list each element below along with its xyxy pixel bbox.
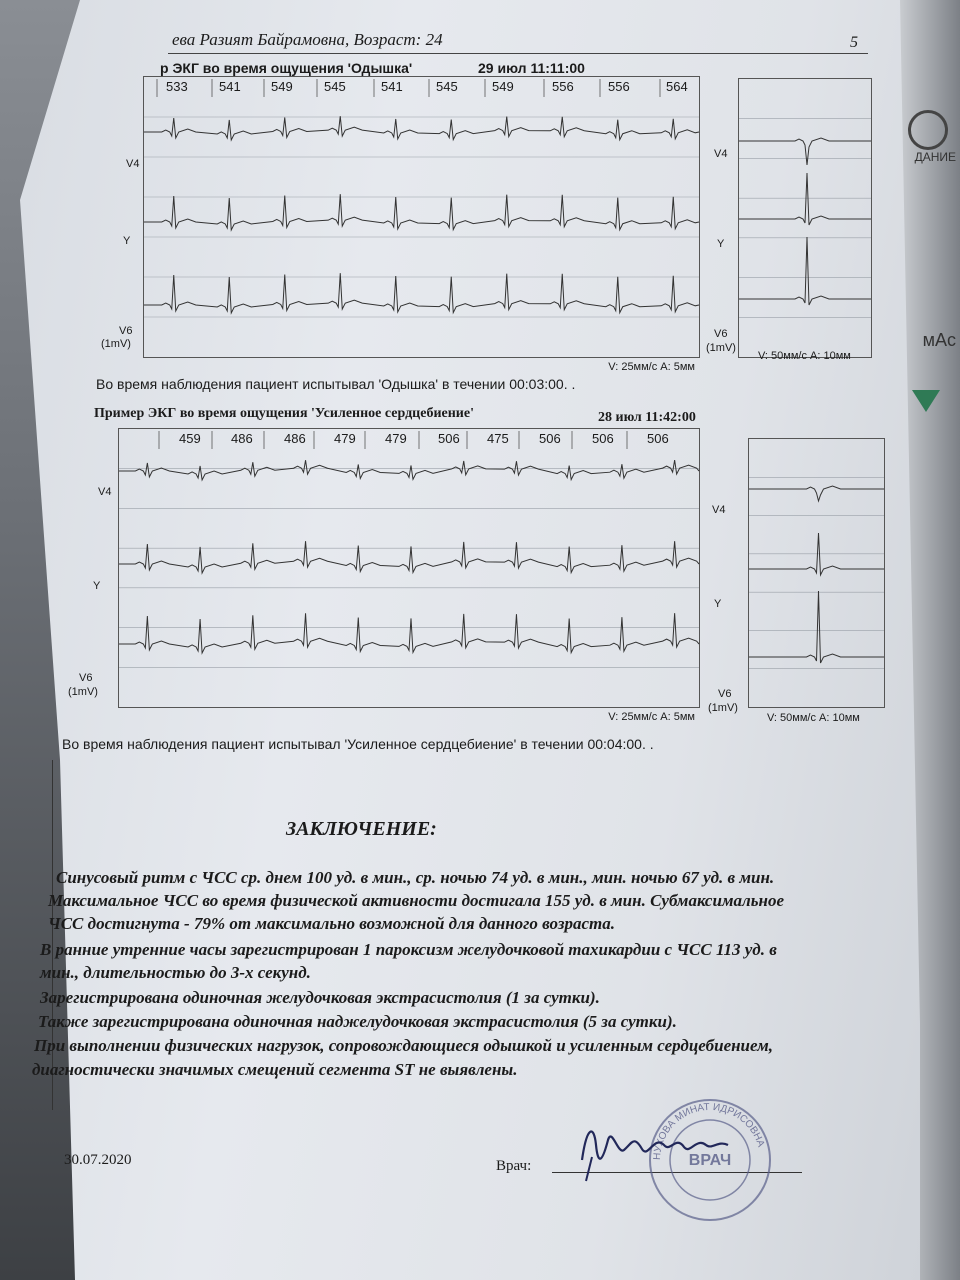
doctor-signature <box>572 1115 772 1185</box>
rr-value: 506 <box>592 431 614 446</box>
ecg2-zoom-calibration: (1mV) <box>708 702 738 714</box>
rr-value: 545 <box>324 79 346 94</box>
ecg2-speed-zoom: V: 50мм/с А: 10мм <box>767 712 860 724</box>
ecg2-lead-label: V4 <box>98 486 112 498</box>
ecg2-zoom-trace-v4 <box>749 486 884 501</box>
conclusion-line: Максимальное ЧСС во время физической активности достигала 155 уд. в мин. Субмаксимальное <box>48 891 785 910</box>
ecg2-zoom-lead-label: V4 <box>712 504 726 516</box>
conclusion-line: При выполнении физических нагрузок, сопровождающиеся одышкой и усиленным сердцебиением, <box>34 1036 774 1055</box>
ecg1-zoom-trace-y <box>739 173 871 225</box>
ecg2-zoom-panel <box>748 438 885 708</box>
ecg2-title: Пример ЭКГ во время ощущения 'Усиленное сердцебиение' <box>94 406 474 421</box>
rr-value: 564 <box>666 79 688 94</box>
ecg2-main-panel <box>118 428 700 723</box>
rr-value: 475 <box>487 431 509 446</box>
rr-value: 506 <box>539 431 561 446</box>
doctor-label: Врач: <box>496 1158 532 1174</box>
rr-value: 506 <box>438 431 460 446</box>
ecg2-lead-label: V6 <box>79 672 93 684</box>
ecg2-zoom-lead-label: Y <box>714 598 722 610</box>
rr-value: 506 <box>647 431 669 446</box>
ecg2-lead-label: Y <box>93 580 101 592</box>
ecg2-zoom-traces <box>749 439 884 707</box>
svg-text:НУХОВА МИНАТ ИДРИСОВНА: НУХОВА МИНАТ ИДРИСОВНА <box>651 1101 767 1161</box>
rr-value: 541 <box>219 79 241 94</box>
ecg2-calibration: (1mV) <box>68 686 98 698</box>
ecg2-traces <box>119 429 699 707</box>
rr-value: 533 <box>166 79 188 94</box>
ecg1-zoom-trace-v4 <box>739 138 871 165</box>
rr-value: 556 <box>608 79 630 94</box>
device-power-icon <box>908 110 948 150</box>
svg-text:ВРАЧ: ВРАЧ <box>688 1152 732 1169</box>
ecg1-trace-y <box>144 194 699 230</box>
rr-value: 549 <box>492 79 514 94</box>
rr-value: 479 <box>334 431 356 446</box>
ecg1-calibration: (1mV) <box>101 338 131 350</box>
ecg1-zoom-traces <box>739 79 871 357</box>
device-triangle-icon <box>912 390 940 412</box>
ecg2-trace-y <box>119 541 699 573</box>
ecg1-lead-label: V4 <box>126 158 140 170</box>
ecg1-main-panel <box>143 76 700 373</box>
patient-line: ева Разият Байрамовна, Возраст: 24 <box>172 30 443 49</box>
conclusion-line: Синусовый ритм с ЧСС ср. днем 100 уд. в мин., ср. ночью 74 уд. в мин., мин. ночью 67 уд. в мин. <box>56 868 775 887</box>
ecg1-traces <box>144 77 699 357</box>
header-rule <box>168 53 868 54</box>
conclusion-margin-line <box>52 760 53 1110</box>
ecg2-zoom-lead-label: V6 <box>718 688 732 700</box>
conclusion-line: В ранние утренние часы зарегистрирован 1 пароксизм желудочковой тахикардии с ЧСС 113 уд. в <box>40 940 777 959</box>
ecg1-speed-main: V: 25мм/с А: 5мм <box>608 361 695 373</box>
ecg1-note: Во время наблюдения пациент испытывал 'Одышка' в течении 00:03:00. . <box>96 376 576 392</box>
ecg2-zoom-trace-v6 <box>749 591 884 663</box>
rr-value: 479 <box>385 431 407 446</box>
ecg1-trace-v4 <box>144 116 699 140</box>
ecg2-trace-v6 <box>119 613 699 653</box>
device-label-mid: мАс <box>922 330 956 350</box>
conclusion-heading: ЗАКЛЮЧЕНИЕ: <box>286 818 437 840</box>
ecg2-trace-v4 <box>119 460 699 480</box>
ecg2-speed-main: V: 25мм/с А: 5мм <box>608 711 695 723</box>
ecg1-zoom-lead-label: V4 <box>714 148 728 160</box>
page-number: 5 <box>850 34 858 51</box>
rr-value: 545 <box>436 79 458 94</box>
conclusion-line: мин., длительностью до 3-х секунд. <box>40 963 311 982</box>
ecg1-lead-label: Y <box>123 235 131 247</box>
report-date: 30.07.2020 <box>64 1152 132 1168</box>
ecg1-trace-v6 <box>144 273 699 313</box>
ecg1-zoom-lead-label: V6 <box>714 328 728 340</box>
conclusion-line: Зарегистрирована одиночная желудочковая экстрасистолия (1 за сутки). <box>40 988 600 1007</box>
rr-value: 486 <box>231 431 253 446</box>
rr-value: 549 <box>271 79 293 94</box>
device-label-top: ДАНИЕ <box>914 150 956 164</box>
rr-value: 459 <box>179 431 201 446</box>
rr-value: 541 <box>381 79 403 94</box>
ecg1-zoom-panel <box>738 78 872 358</box>
ecg1-datetime: 29 июл 11:11:00 <box>478 60 585 76</box>
conclusion-line: Также зарегистрирована одиночная наджелудочковая экстрасистолия (5 за сутки). <box>38 1012 677 1031</box>
ecg1-title: р ЭКГ во время ощущения 'Одышка' <box>160 60 413 76</box>
ecg2-note: Во время наблюдения пациент испытывал 'Усиленное сердцебиение' в течении 00:04:00. . <box>62 736 654 752</box>
rr-value: 486 <box>284 431 306 446</box>
ecg1-lead-label: V6 <box>119 325 133 337</box>
rr-value: 556 <box>552 79 574 94</box>
conclusion-line: ЧСС достигнута - 79% от максимально возможной для данного возраста. <box>48 914 615 933</box>
ecg1-zoom-lead-label: Y <box>717 238 725 250</box>
ecg2-datetime: 28 июл 11:42:00 <box>598 410 696 425</box>
ecg1-zoom-trace-v6 <box>739 237 871 305</box>
conclusion-line: диагностически значимых смещений сегмента ST не выявлены. <box>32 1060 518 1079</box>
ecg1-zoom-calibration: (1mV) <box>706 342 736 354</box>
ecg1-speed-zoom: V: 50мм/с А: 10мм <box>758 350 851 362</box>
